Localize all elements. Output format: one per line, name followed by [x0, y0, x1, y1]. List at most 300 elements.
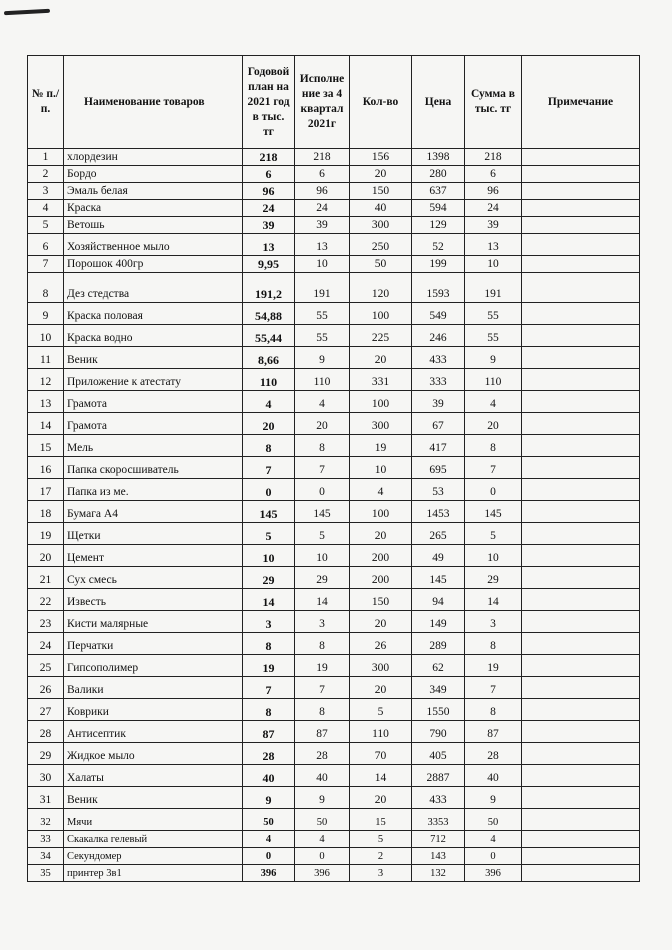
item-name-cell: Коврики — [64, 699, 243, 721]
price-cell: 405 — [412, 743, 465, 765]
sum-cell: 55 — [465, 325, 522, 347]
annual-plan-cell: 0 — [243, 479, 295, 501]
sum-cell: 218 — [465, 149, 522, 166]
annual-plan-cell: 40 — [243, 765, 295, 787]
note-cell — [522, 865, 640, 882]
annual-plan-cell: 19 — [243, 655, 295, 677]
row-number-cell: 16 — [28, 457, 64, 479]
item-name-cell: Щетки — [64, 523, 243, 545]
header-sum: Сумма в тыс. тг — [465, 56, 522, 149]
annual-plan-cell: 9 — [243, 787, 295, 809]
table-row — [28, 166, 640, 183]
note-cell — [522, 567, 640, 589]
table-row — [28, 633, 640, 655]
note-cell — [522, 234, 640, 256]
annual-plan-cell: 8 — [243, 435, 295, 457]
note-cell — [522, 848, 640, 865]
price-cell: 94 — [412, 589, 465, 611]
annual-plan-cell: 55,44 — [243, 325, 295, 347]
price-cell: 132 — [412, 865, 465, 882]
quantity-cell: 5 — [350, 831, 412, 848]
annual-plan-cell: 20 — [243, 413, 295, 435]
annual-plan-cell: 7 — [243, 677, 295, 699]
execution-q4-cell: 9 — [295, 347, 350, 369]
note-cell — [522, 217, 640, 234]
table-row — [28, 435, 640, 457]
sum-cell: 8 — [465, 633, 522, 655]
price-cell: 417 — [412, 435, 465, 457]
price-cell: 433 — [412, 347, 465, 369]
note-cell — [522, 633, 640, 655]
sum-cell: 7 — [465, 677, 522, 699]
annual-plan-cell: 191,2 — [243, 273, 295, 303]
price-cell: 129 — [412, 217, 465, 234]
sum-cell: 191 — [465, 273, 522, 303]
item-name-cell: Веник — [64, 787, 243, 809]
note-cell — [522, 457, 640, 479]
note-cell — [522, 303, 640, 325]
item-name-cell: Веник — [64, 347, 243, 369]
table-row — [28, 347, 640, 369]
table-row — [28, 865, 640, 882]
annual-plan-cell: 10 — [243, 545, 295, 567]
note-cell — [522, 655, 640, 677]
row-number-cell: 3 — [28, 183, 64, 200]
execution-q4-cell: 24 — [295, 200, 350, 217]
note-cell — [522, 765, 640, 787]
price-cell: 790 — [412, 721, 465, 743]
execution-q4-cell: 396 — [295, 865, 350, 882]
header-exec: Исполне ние за 4 квартал 2021г — [295, 56, 350, 149]
price-cell: 333 — [412, 369, 465, 391]
table-row — [28, 655, 640, 677]
quantity-cell: 20 — [350, 611, 412, 633]
row-number-cell: 17 — [28, 479, 64, 501]
annual-plan-cell: 54,88 — [243, 303, 295, 325]
note-cell — [522, 589, 640, 611]
header-row — [28, 56, 640, 149]
item-name-cell: Приложение к атестату — [64, 369, 243, 391]
item-name-cell: Порошок 400гр — [64, 256, 243, 273]
item-name-cell: Дез стедства — [64, 273, 243, 303]
quantity-cell: 156 — [350, 149, 412, 166]
table-row — [28, 765, 640, 787]
price-cell: 594 — [412, 200, 465, 217]
table-row — [28, 848, 640, 865]
row-number-cell: 5 — [28, 217, 64, 234]
row-number-cell: 24 — [28, 633, 64, 655]
quantity-cell: 20 — [350, 523, 412, 545]
item-name-cell: Жидкое мыло — [64, 743, 243, 765]
item-name-cell: Мель — [64, 435, 243, 457]
sum-cell: 9 — [465, 347, 522, 369]
price-cell: 53 — [412, 479, 465, 501]
annual-plan-cell: 9,95 — [243, 256, 295, 273]
annual-plan-cell: 8,66 — [243, 347, 295, 369]
item-name-cell: Антисептик — [64, 721, 243, 743]
quantity-cell: 20 — [350, 787, 412, 809]
note-cell — [522, 699, 640, 721]
quantity-cell: 19 — [350, 435, 412, 457]
quantity-cell: 100 — [350, 391, 412, 413]
annual-plan-cell: 50 — [243, 809, 295, 831]
note-cell — [522, 413, 640, 435]
note-cell — [522, 677, 640, 699]
item-name-cell: Валики — [64, 677, 243, 699]
price-cell: 637 — [412, 183, 465, 200]
row-number-cell: 10 — [28, 325, 64, 347]
price-cell: 265 — [412, 523, 465, 545]
note-cell — [522, 256, 640, 273]
table-row — [28, 413, 640, 435]
row-number-cell: 13 — [28, 391, 64, 413]
quantity-cell: 70 — [350, 743, 412, 765]
table-row — [28, 273, 640, 303]
table-body — [28, 149, 640, 882]
price-cell: 280 — [412, 166, 465, 183]
note-cell — [522, 369, 640, 391]
header-price: Цена — [412, 56, 465, 149]
row-number-cell: 27 — [28, 699, 64, 721]
table-row — [28, 200, 640, 217]
sum-cell: 96 — [465, 183, 522, 200]
price-cell: 1593 — [412, 273, 465, 303]
annual-plan-cell: 28 — [243, 743, 295, 765]
execution-q4-cell: 87 — [295, 721, 350, 743]
row-number-cell: 21 — [28, 567, 64, 589]
annual-plan-cell: 39 — [243, 217, 295, 234]
price-cell: 62 — [412, 655, 465, 677]
item-name-cell: Гипсополимер — [64, 655, 243, 677]
annual-plan-cell: 145 — [243, 501, 295, 523]
header-name: Наименование товаров — [64, 56, 243, 149]
note-cell — [522, 391, 640, 413]
table-row — [28, 457, 640, 479]
item-name-cell: Цемент — [64, 545, 243, 567]
price-cell: 433 — [412, 787, 465, 809]
row-number-cell: 29 — [28, 743, 64, 765]
sum-cell: 19 — [465, 655, 522, 677]
execution-q4-cell: 7 — [295, 677, 350, 699]
item-name-cell: Бордо — [64, 166, 243, 183]
table-row — [28, 391, 640, 413]
table-row — [28, 611, 640, 633]
table-row — [28, 523, 640, 545]
row-number-cell: 9 — [28, 303, 64, 325]
item-name-cell: Эмаль белая — [64, 183, 243, 200]
price-cell: 1398 — [412, 149, 465, 166]
table-row — [28, 501, 640, 523]
table-row — [28, 831, 640, 848]
note-cell — [522, 435, 640, 457]
table-row — [28, 699, 640, 721]
item-name-cell: Халаты — [64, 765, 243, 787]
execution-q4-cell: 50 — [295, 809, 350, 831]
row-number-cell: 2 — [28, 166, 64, 183]
execution-q4-cell: 4 — [295, 391, 350, 413]
annual-plan-cell: 4 — [243, 831, 295, 848]
annual-plan-cell: 6 — [243, 166, 295, 183]
note-cell — [522, 523, 640, 545]
price-cell: 143 — [412, 848, 465, 865]
item-name-cell: Краска водно — [64, 325, 243, 347]
sum-cell: 24 — [465, 200, 522, 217]
row-number-cell: 8 — [28, 273, 64, 303]
note-cell — [522, 545, 640, 567]
quantity-cell: 26 — [350, 633, 412, 655]
table-row — [28, 809, 640, 831]
quantity-cell: 40 — [350, 200, 412, 217]
execution-q4-cell: 9 — [295, 787, 350, 809]
item-name-cell: Папка скоросшиватель — [64, 457, 243, 479]
table-row — [28, 677, 640, 699]
sum-cell: 0 — [465, 848, 522, 865]
note-cell — [522, 809, 640, 831]
price-cell: 712 — [412, 831, 465, 848]
row-number-cell: 28 — [28, 721, 64, 743]
table-row — [28, 545, 640, 567]
execution-q4-cell: 29 — [295, 567, 350, 589]
sum-cell: 20 — [465, 413, 522, 435]
execution-q4-cell: 8 — [295, 435, 350, 457]
row-number-cell: 1 — [28, 149, 64, 166]
row-number-cell: 18 — [28, 501, 64, 523]
row-number-cell: 25 — [28, 655, 64, 677]
row-number-cell: 33 — [28, 831, 64, 848]
quantity-cell: 110 — [350, 721, 412, 743]
execution-q4-cell: 20 — [295, 413, 350, 435]
execution-q4-cell: 5 — [295, 523, 350, 545]
execution-q4-cell: 0 — [295, 848, 350, 865]
quantity-cell: 100 — [350, 303, 412, 325]
annual-plan-cell: 110 — [243, 369, 295, 391]
sum-cell: 4 — [465, 391, 522, 413]
quantity-cell: 250 — [350, 234, 412, 256]
sum-cell: 5 — [465, 523, 522, 545]
note-cell — [522, 831, 640, 848]
sum-cell: 4 — [465, 831, 522, 848]
sum-cell: 50 — [465, 809, 522, 831]
row-number-cell: 35 — [28, 865, 64, 882]
price-cell: 199 — [412, 256, 465, 273]
sum-cell: 10 — [465, 256, 522, 273]
item-name-cell: Грамота — [64, 391, 243, 413]
note-cell — [522, 501, 640, 523]
execution-q4-cell: 40 — [295, 765, 350, 787]
row-number-cell: 34 — [28, 848, 64, 865]
table-row — [28, 183, 640, 200]
table-row — [28, 217, 640, 234]
sum-cell: 87 — [465, 721, 522, 743]
row-number-cell: 31 — [28, 787, 64, 809]
item-name-cell: Перчатки — [64, 633, 243, 655]
table-row — [28, 325, 640, 347]
header-num: № п./п. — [28, 56, 64, 149]
row-number-cell: 30 — [28, 765, 64, 787]
annual-plan-cell: 396 — [243, 865, 295, 882]
header-note: Примечание — [522, 56, 640, 149]
annual-plan-cell: 0 — [243, 848, 295, 865]
quantity-cell: 150 — [350, 589, 412, 611]
annual-plan-cell: 87 — [243, 721, 295, 743]
table-row — [28, 149, 640, 166]
quantity-cell: 300 — [350, 655, 412, 677]
quantity-cell: 200 — [350, 567, 412, 589]
sum-cell: 29 — [465, 567, 522, 589]
item-name-cell: Секундомер — [64, 848, 243, 865]
item-name-cell: Грамота — [64, 413, 243, 435]
sum-cell: 28 — [465, 743, 522, 765]
price-cell: 349 — [412, 677, 465, 699]
table-row — [28, 721, 640, 743]
annual-plan-cell: 13 — [243, 234, 295, 256]
quantity-cell: 225 — [350, 325, 412, 347]
execution-q4-cell: 55 — [295, 325, 350, 347]
annual-plan-cell: 3 — [243, 611, 295, 633]
table-row — [28, 479, 640, 501]
row-number-cell: 22 — [28, 589, 64, 611]
quantity-cell: 20 — [350, 347, 412, 369]
item-name-cell: Краска — [64, 200, 243, 217]
price-cell: 695 — [412, 457, 465, 479]
execution-q4-cell: 7 — [295, 457, 350, 479]
price-cell: 49 — [412, 545, 465, 567]
execution-q4-cell: 55 — [295, 303, 350, 325]
sum-cell: 13 — [465, 234, 522, 256]
sum-cell: 6 — [465, 166, 522, 183]
table-row — [28, 567, 640, 589]
quantity-cell: 20 — [350, 677, 412, 699]
price-cell: 39 — [412, 391, 465, 413]
note-cell — [522, 787, 640, 809]
execution-q4-cell: 4 — [295, 831, 350, 848]
row-number-cell: 12 — [28, 369, 64, 391]
execution-q4-cell: 28 — [295, 743, 350, 765]
sum-cell: 40 — [465, 765, 522, 787]
note-cell — [522, 743, 640, 765]
row-number-cell: 32 — [28, 809, 64, 831]
row-number-cell: 15 — [28, 435, 64, 457]
note-cell — [522, 149, 640, 166]
row-number-cell: 11 — [28, 347, 64, 369]
quantity-cell: 14 — [350, 765, 412, 787]
quantity-cell: 200 — [350, 545, 412, 567]
row-number-cell: 4 — [28, 200, 64, 217]
quantity-cell: 20 — [350, 166, 412, 183]
sum-cell: 8 — [465, 699, 522, 721]
quantity-cell: 50 — [350, 256, 412, 273]
item-name-cell: Сух смесь — [64, 567, 243, 589]
note-cell — [522, 721, 640, 743]
note-cell — [522, 200, 640, 217]
price-cell: 246 — [412, 325, 465, 347]
sum-cell: 3 — [465, 611, 522, 633]
table-row — [28, 589, 640, 611]
sum-cell: 0 — [465, 479, 522, 501]
row-number-cell: 20 — [28, 545, 64, 567]
row-number-cell: 14 — [28, 413, 64, 435]
note-cell — [522, 273, 640, 303]
execution-q4-cell: 13 — [295, 234, 350, 256]
sum-cell: 7 — [465, 457, 522, 479]
sum-cell: 396 — [465, 865, 522, 882]
execution-q4-cell: 96 — [295, 183, 350, 200]
execution-q4-cell: 218 — [295, 149, 350, 166]
annual-plan-cell: 7 — [243, 457, 295, 479]
price-cell: 52 — [412, 234, 465, 256]
quantity-cell: 120 — [350, 273, 412, 303]
item-name-cell: Бумага А4 — [64, 501, 243, 523]
table-row — [28, 303, 640, 325]
header-plan: Годовой план на 2021 год в тыс. тг — [243, 56, 295, 149]
note-cell — [522, 325, 640, 347]
quantity-cell: 300 — [350, 413, 412, 435]
sum-cell: 14 — [465, 589, 522, 611]
item-name-cell: хлордезин — [64, 149, 243, 166]
quantity-cell: 300 — [350, 217, 412, 234]
execution-q4-cell: 19 — [295, 655, 350, 677]
annual-plan-cell: 218 — [243, 149, 295, 166]
annual-plan-cell: 8 — [243, 699, 295, 721]
sum-cell: 110 — [465, 369, 522, 391]
note-cell — [522, 183, 640, 200]
annual-plan-cell: 14 — [243, 589, 295, 611]
row-number-cell: 26 — [28, 677, 64, 699]
sum-cell: 10 — [465, 545, 522, 567]
price-cell: 2887 — [412, 765, 465, 787]
quantity-cell: 100 — [350, 501, 412, 523]
sum-cell: 39 — [465, 217, 522, 234]
quantity-cell: 150 — [350, 183, 412, 200]
sum-cell: 8 — [465, 435, 522, 457]
item-name-cell: Папка из ме. — [64, 479, 243, 501]
price-cell: 145 — [412, 567, 465, 589]
quantity-cell: 2 — [350, 848, 412, 865]
price-cell: 149 — [412, 611, 465, 633]
quantity-cell: 5 — [350, 699, 412, 721]
execution-q4-cell: 10 — [295, 545, 350, 567]
quantity-cell: 3 — [350, 865, 412, 882]
annual-plan-cell: 24 — [243, 200, 295, 217]
note-cell — [522, 347, 640, 369]
item-name-cell: Кисти малярные — [64, 611, 243, 633]
execution-q4-cell: 39 — [295, 217, 350, 234]
item-name-cell: Краска половая — [64, 303, 243, 325]
scan-mark — [4, 9, 50, 15]
execution-q4-cell: 110 — [295, 369, 350, 391]
row-number-cell: 19 — [28, 523, 64, 545]
item-name-cell: Мячи — [64, 809, 243, 831]
sum-cell: 55 — [465, 303, 522, 325]
header-qty: Кол-во — [350, 56, 412, 149]
price-cell: 1550 — [412, 699, 465, 721]
note-cell — [522, 479, 640, 501]
item-name-cell: Известь — [64, 589, 243, 611]
price-cell: 289 — [412, 633, 465, 655]
price-cell: 1453 — [412, 501, 465, 523]
sum-cell: 145 — [465, 501, 522, 523]
quantity-cell: 331 — [350, 369, 412, 391]
execution-q4-cell: 8 — [295, 633, 350, 655]
sum-cell: 9 — [465, 787, 522, 809]
execution-q4-cell: 3 — [295, 611, 350, 633]
row-number-cell: 7 — [28, 256, 64, 273]
annual-plan-cell: 4 — [243, 391, 295, 413]
note-cell — [522, 166, 640, 183]
table-row — [28, 256, 640, 273]
execution-q4-cell: 8 — [295, 699, 350, 721]
quantity-cell: 10 — [350, 457, 412, 479]
